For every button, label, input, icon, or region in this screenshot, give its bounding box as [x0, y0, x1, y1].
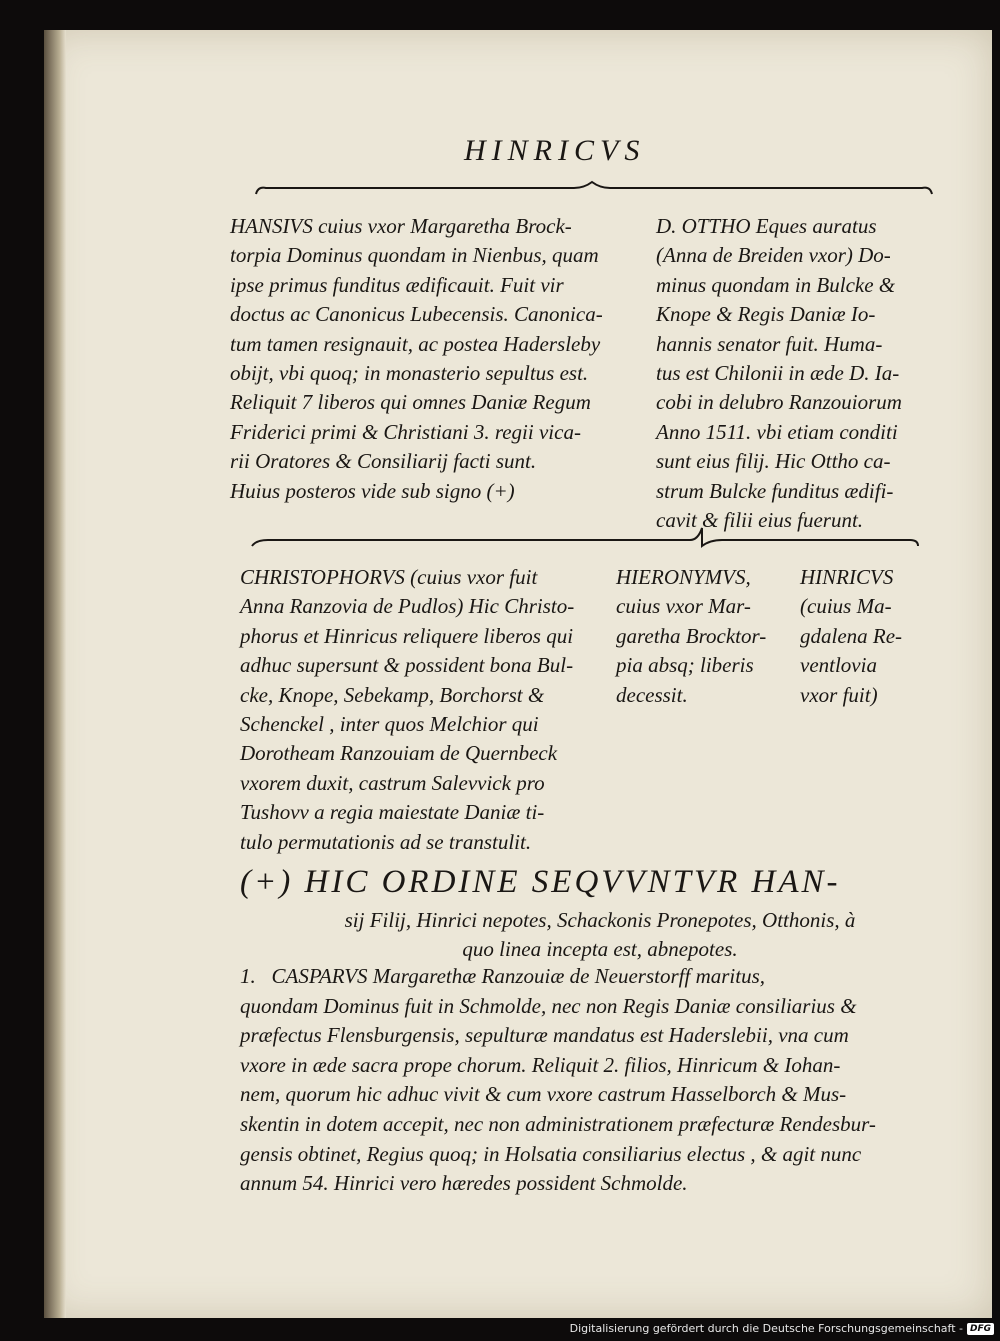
hieronymus-entry: HIERONYMVS, cuius vxor Mar- garetha Brocktor- pia absq; liberis decessit. [616, 565, 767, 707]
middle-rule [250, 522, 920, 552]
casparus-paragraph: 1. CASPARVS Margarethæ Ranzouiæ de Neuerstorff maritus, quondam Dominus fuit in Schmolde, nec non Regis Daniæ consiliarius & præfectus Flensburgensis, sepulturæ mandatus est Haderslebii, vna cum vxore in æde sacra prope chorum. Reliquit 2. filios, Hinricum & Iohan- nem, quorum hic adhuc vivit & cum vxore castrum Hasselborch & Mus- skentin in dotem accepit, nec non administrationem præfecturæ Rendesbur- gensis obtinet, Regius quoq; in Holsatia consiliarius electus , & agit nunc annum 54. Hinrici vero hæredes possident Schmolde. [240, 964, 876, 1196]
section-subtitle: sij Filij, Hinrici nepotes, Schackonis Pronepotes, Otthonis, à quo linea incepta est, abnepotes. [344, 908, 856, 961]
top-rule [254, 180, 934, 200]
hansius-entry: HANSIVS cuius vxor Margaretha Brock- torpia Dominus quondam in Nienbus, quam ipse primus funditus ædificauit. Fuit vir doctus ac Canonicus Lubecensis. Canonica- tum tamen resignauit, ac postea Hadersleby obijt, vbi quoq; in monasterio sepultus est. Reliquit 7 liberos qui omnes Daniæ Regum Friderici primi & Christiani 3. regii vica- rii Oratores & Consiliarij facti sunt. Huius posteros vide sub signo (+) [230, 214, 603, 503]
christophorus-entry: CHRISTOPHORVS (cuius vxor fuit Anna Ranzovia de Pudlos) Hic Christo- phorus et Hinricus reliquere liberos qui adhuc supersunt & possident bona Bul- cke, Knope, Sebekamp, Borchorst & Schenckel , inter quos Melchior qui Dorotheam Ranzouiam de Quernbeck vxorem duxit, castrum Salevvick pro Tushovv a regia maiestate Daniæ ti- tulo permutationis ad se transtulit. [240, 565, 575, 854]
section-title: (+) HIC ORDINE SEQVVNTVR HAN- [240, 864, 841, 900]
ottho-entry: D. OTTHO Eques auratus (Anna de Breiden vxor) Do- minus quondam in Bulcke & Knope & Regis Daniæ Io- hannis senator fuit. Huma- tus est Chilonii in æde D. Ia- cobi in delubro Ranzouiorum Anno 1511. vbi etiam conditi sunt eius filij. Hic Ottho ca- strum Bulcke funditus ædifi- cavit & filii eius fuerunt. [656, 214, 902, 533]
dfg-logo-icon: DFG [967, 1323, 994, 1335]
book-page [44, 30, 992, 1318]
page-spine [44, 30, 66, 1318]
digitization-credit [570, 1322, 994, 1335]
running-header: HINRICVS [464, 134, 646, 167]
credit-text: Digitalisierung gefördert durch die Deutsche Forschungsgemeinschaft - [569, 1322, 963, 1335]
hinricus-entry: HINRICVS (cuius Ma- gdalena Re- ventlovia vxor fuit) [800, 565, 903, 707]
